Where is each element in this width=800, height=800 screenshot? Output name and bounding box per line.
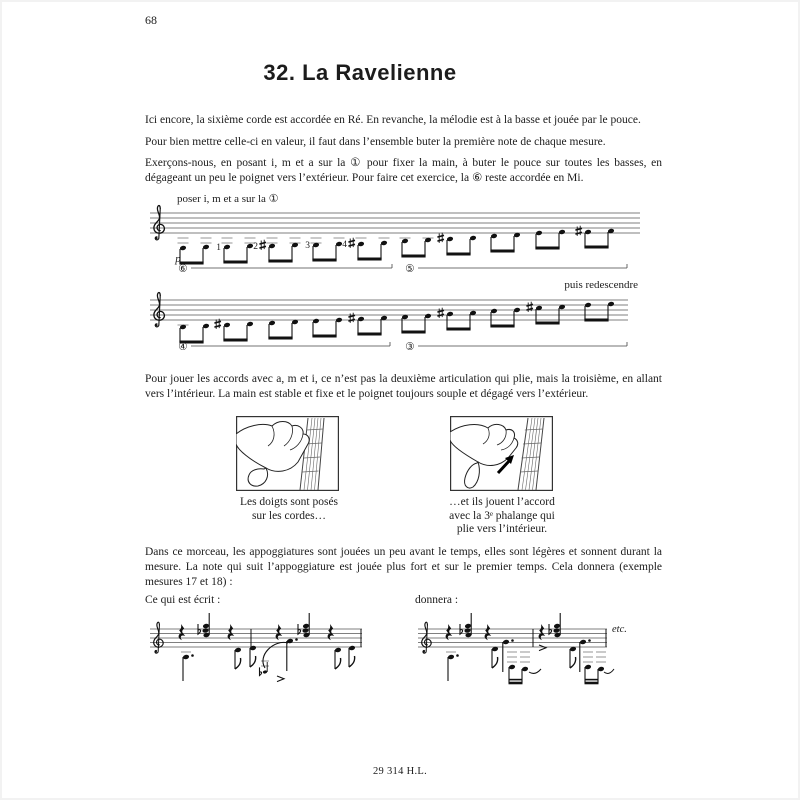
svg-text:④: ④ (178, 340, 188, 353)
svg-text:2: 2 (253, 242, 258, 252)
result-example-label: donnera : (415, 594, 459, 606)
caption-right-line2: avec la 3ᵉ phalange qui (449, 509, 555, 522)
plate-number: 29 314 H.L. (372, 766, 428, 777)
exercise-after-note: puis redescendre (564, 279, 638, 291)
paragraph-appoggiatures: Dans ce morceau, les appoggiatures sont jouées un peu avant le temps, elles sont légères et sonnent durant la mesure. La note qui suit l’appoggiature est jouée plus fort et sur le premier temps. Cela donnera (exemple mesures 17 et 18) : (145, 546, 662, 588)
example-snippet-1 (150, 613, 362, 682)
written-example-label: Ce qui est écrit : (145, 594, 221, 606)
exercise-instruction: poser i, m et a sur la ① (177, 193, 279, 205)
svg-text:4: 4 (342, 240, 347, 250)
paragraph-exercise: Exerçons-nous, en posant i, m et a sur la ① pour fixer la main, à buter le pouce sur toutes les basses, en dégageant un peu le poignet vers l’extérieur. Pour faire cet exercice, la ⑥ reste accordée en Mi. (145, 157, 662, 184)
caption-right-line1: …et ils jouent l’accord (449, 496, 555, 508)
svg-text:3: 3 (305, 241, 310, 251)
caption-left (227, 496, 351, 523)
page-title: 32. La Ravelienne (263, 60, 457, 85)
svg-text:⑤: ⑤ (405, 262, 415, 275)
example-snippet-2 (418, 613, 614, 683)
svg-text:p: p (175, 253, 181, 265)
caption-right (440, 496, 564, 537)
exercise-staff-2 (150, 292, 628, 352)
caption-right-line3: plie vers l’intérieur. (456, 523, 548, 535)
paragraph-intro: Ici encore, la sixième corde est accordée en Ré. En revanche, la mélodie est à la basse et jouée par le pouce. (145, 114, 641, 126)
svg-text:1: 1 (216, 243, 221, 253)
caption-left-line2: sur les cordes… (251, 509, 327, 522)
photo-fingers-on-strings (236, 416, 339, 491)
svg-text:③: ③ (405, 340, 415, 353)
exercise-staff-1 (150, 205, 640, 274)
caption-left-line1: Les doigts sont posés (239, 496, 339, 508)
paragraph-accent: Pour bien mettre celle-ci en valeur, il faut dans l’ensemble buter la première note de chaque mesure. (145, 136, 606, 148)
page-number: 68 (145, 13, 157, 27)
svg-text:⑥: ⑥ (178, 262, 188, 275)
paragraph-hand-position: Pour jouer les accords avec a, m et i, ce n’est pas la deuxième articulation qui plie, mais la troisième, en allant vers l’intérieur. La main est stable et fixe et le poignet toujours souple et dégagé vers l’extérieur. (145, 373, 662, 400)
etc-label: etc. (612, 624, 627, 635)
photo-fingers-playing-chord (450, 416, 553, 491)
